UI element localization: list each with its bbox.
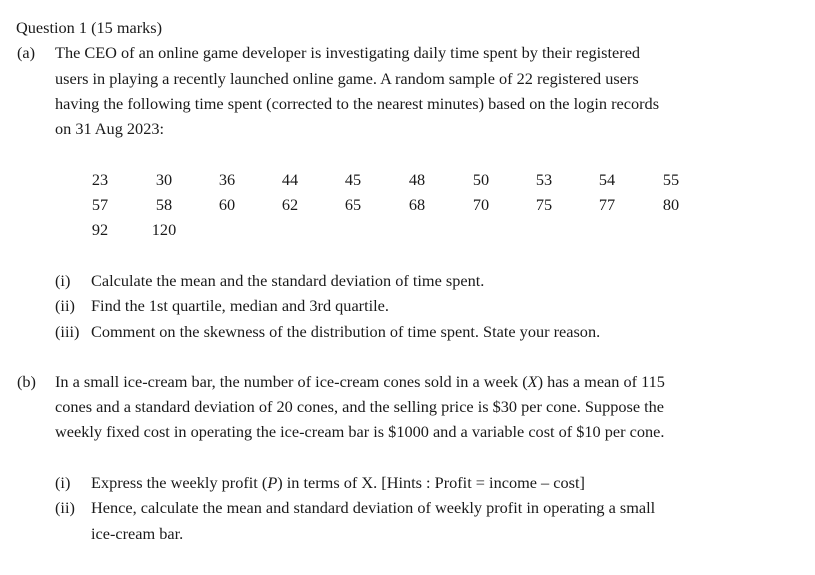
data-value: 57 [91,195,109,214]
subpart-text-continued: ice-cream bar. [91,524,184,543]
data-value: 80 [662,195,680,214]
data-value: 30 [155,170,173,189]
data-value: 65 [344,195,362,214]
variable-x: X [527,372,538,391]
data-value: 48 [408,170,426,189]
data-value: 53 [535,170,553,189]
data-value: 54 [598,170,616,189]
part-b-line1-pre: In a small ice-cream bar, the number of ice-cream cones sold in a week ( [55,372,528,391]
subpart-text [91,473,585,493]
data-value: 45 [344,170,362,189]
subpart-label: (ii) [55,296,75,315]
question-title: Question 1 (15 marks) [16,18,163,37]
subpart-label: (i) [55,473,71,492]
part-a-line: having the following time spent (corrected to the nearest minutes) based on the login records [55,94,660,113]
variable-p: P [267,473,278,492]
data-value: 44 [281,170,299,189]
data-value: 68 [408,195,426,214]
data-value: 120 [151,220,177,239]
data-value: 50 [472,170,490,189]
part-b-line1-post: ) has a mean of 115 [537,372,665,391]
subpart-text: Calculate the mean and the standard deviation of time spent. [91,271,485,290]
data-value: 55 [662,170,680,189]
subpart-text: Comment on the skewness of the distribution of time spent. State your reason. [91,322,601,341]
part-b-line: weekly fixed cost in operating the ice-cream bar is $1000 and a variable cost of $10 per cone. [55,422,665,441]
subpart-label: (i) [55,271,71,290]
data-value: 92 [91,220,109,239]
data-value: 58 [155,195,173,214]
data-value: 75 [535,195,553,214]
part-b-label: (b) [17,372,36,391]
subpart-label: (ii) [55,498,75,517]
data-value: 77 [598,195,616,214]
data-value: 36 [218,170,236,189]
part-a-line: The CEO of an online game developer is investigating daily time spent by their registered [55,43,641,62]
subpart-i-pre: Express the weekly profit ( [91,473,268,492]
part-b-line: cones and a standard deviation of 20 cones, and the selling price is $30 per cone. Suppose the [55,397,665,416]
data-value: 70 [472,195,490,214]
subpart-label: (iii) [55,322,80,341]
subpart-text: Hence, calculate the mean and standard deviation of weekly profit in operating a small [91,498,656,517]
part-a-label: (a) [17,43,36,62]
part-a-line: users in playing a recently launched online game. A random sample of 22 registered users [55,69,639,88]
subpart-text: Find the 1st quartile, median and 3rd quartile. [91,296,389,315]
data-value: 60 [218,195,236,214]
data-value: 62 [281,195,299,214]
subpart-i-post: ) in terms of X. [Hints : Profit = income – cost] [277,473,585,492]
part-b-line [55,372,665,392]
data-value: 23 [91,170,109,189]
part-a-line: on 31 Aug 2023: [55,119,164,138]
